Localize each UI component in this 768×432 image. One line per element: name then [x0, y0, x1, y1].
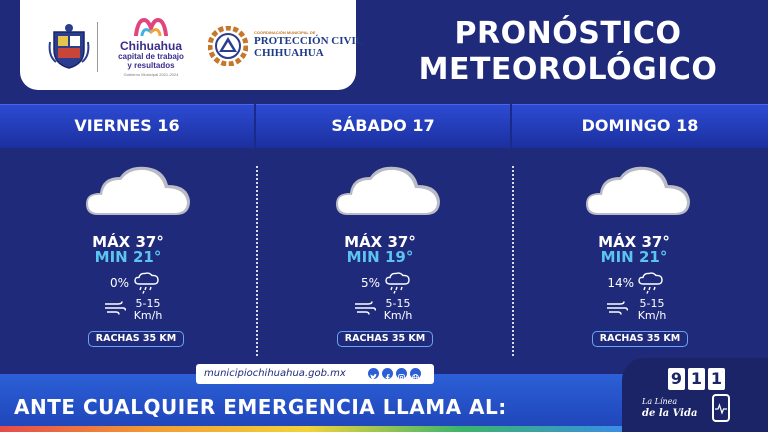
rain-probability: 0%: [109, 276, 129, 290]
chihuahua-footnote: Gobierno Municipal 2021-2024: [123, 72, 179, 77]
instagram-icon[interactable]: [396, 368, 407, 379]
rain-cloud-icon: [638, 272, 664, 294]
cloud-icon: [334, 163, 442, 219]
rain-cloud-icon: [134, 272, 160, 294]
pc-line-1: PROTECCIÓN CIVIL: [254, 35, 364, 47]
wind-range: 5-15: [385, 297, 411, 310]
emergency-911-panel: [622, 358, 768, 432]
column-separator: [512, 166, 514, 356]
logo-panel: [20, 0, 364, 90]
twitter-icon[interactable]: [368, 368, 379, 379]
wind-range: 5-15: [639, 297, 665, 310]
emergency-call-to-action: ANTE CUALQUIER EMERGENCIA LLAMA AL:: [14, 395, 507, 419]
cloud-icon: [584, 163, 692, 219]
min-temp: MIN 19°: [346, 248, 414, 266]
website-url[interactable]: municipiochihuahua.gob.mx: [204, 368, 346, 379]
chihuahua-tagline-2: y resultados: [127, 61, 175, 70]
title-line-1: PRONÓSTICO: [454, 16, 682, 51]
web-icon[interactable]: [410, 368, 421, 379]
emergency-digit: 1: [708, 368, 725, 390]
chihuahua-logo: [106, 18, 196, 78]
page-title: [380, 16, 756, 88]
column-separator: [256, 166, 258, 356]
civil-protection-emblem-icon: [208, 26, 248, 66]
phone-icon: [712, 394, 730, 422]
linea-line-1: La Línea: [642, 397, 678, 406]
rain-cloud-icon: [385, 272, 411, 294]
wind-unit: Km/h: [637, 309, 667, 322]
gusts-badge: RACHAS 35 KM: [88, 331, 184, 347]
wind-speed: [632, 298, 672, 322]
emergency-digit: 1: [688, 368, 705, 390]
max-temp: MÁX 37°: [92, 233, 164, 251]
min-temp: MIN 21°: [94, 248, 162, 266]
max-temp: MÁX 37°: [598, 233, 670, 251]
pc-line-2: CHIHUAHUA: [254, 47, 324, 59]
linea-de-la-vida-logo: [642, 396, 712, 420]
chihuahua-name: Chihuahua: [120, 39, 182, 53]
facebook-icon[interactable]: [382, 368, 393, 379]
website-box[interactable]: [196, 364, 434, 384]
wind-speed: [128, 298, 168, 322]
wind-icon: [606, 300, 628, 316]
title-line-2: METEOROLÓGICO: [418, 52, 718, 87]
coat-of-arms-icon: [48, 22, 90, 70]
chihuahua-m-icon: [134, 18, 168, 36]
emergency-digit: 9: [668, 368, 685, 390]
wind-icon: [104, 300, 126, 316]
logo-divider: [97, 22, 98, 72]
chihuahua-tagline-1: capital de trabajo: [118, 52, 184, 61]
day-label-friday: VIERNES 16: [74, 116, 180, 135]
wind-range: 5-15: [135, 297, 161, 310]
max-temp: MÁX 37°: [344, 233, 416, 251]
civil-protection-text: [254, 30, 374, 59]
pc-small-label: COORDINACIÓN MUNICIPAL DE: [254, 30, 316, 35]
wind-unit: Km/h: [133, 309, 163, 322]
day-label-sunday: DOMINGO 18: [581, 116, 699, 135]
cloud-icon: [84, 163, 192, 219]
min-temp: MIN 21°: [600, 248, 668, 266]
rain-probability: 5%: [360, 276, 380, 290]
gusts-badge: RACHAS 35 KM: [337, 331, 433, 347]
rain-probability: 14%: [607, 276, 634, 290]
wind-speed: [378, 298, 418, 322]
day-label-saturday: SÁBADO 17: [331, 116, 435, 135]
wind-icon: [354, 300, 376, 316]
wind-unit: Km/h: [383, 309, 413, 322]
gusts-badge: RACHAS 35 KM: [592, 331, 688, 347]
linea-line-2: de la Vida: [642, 408, 698, 419]
